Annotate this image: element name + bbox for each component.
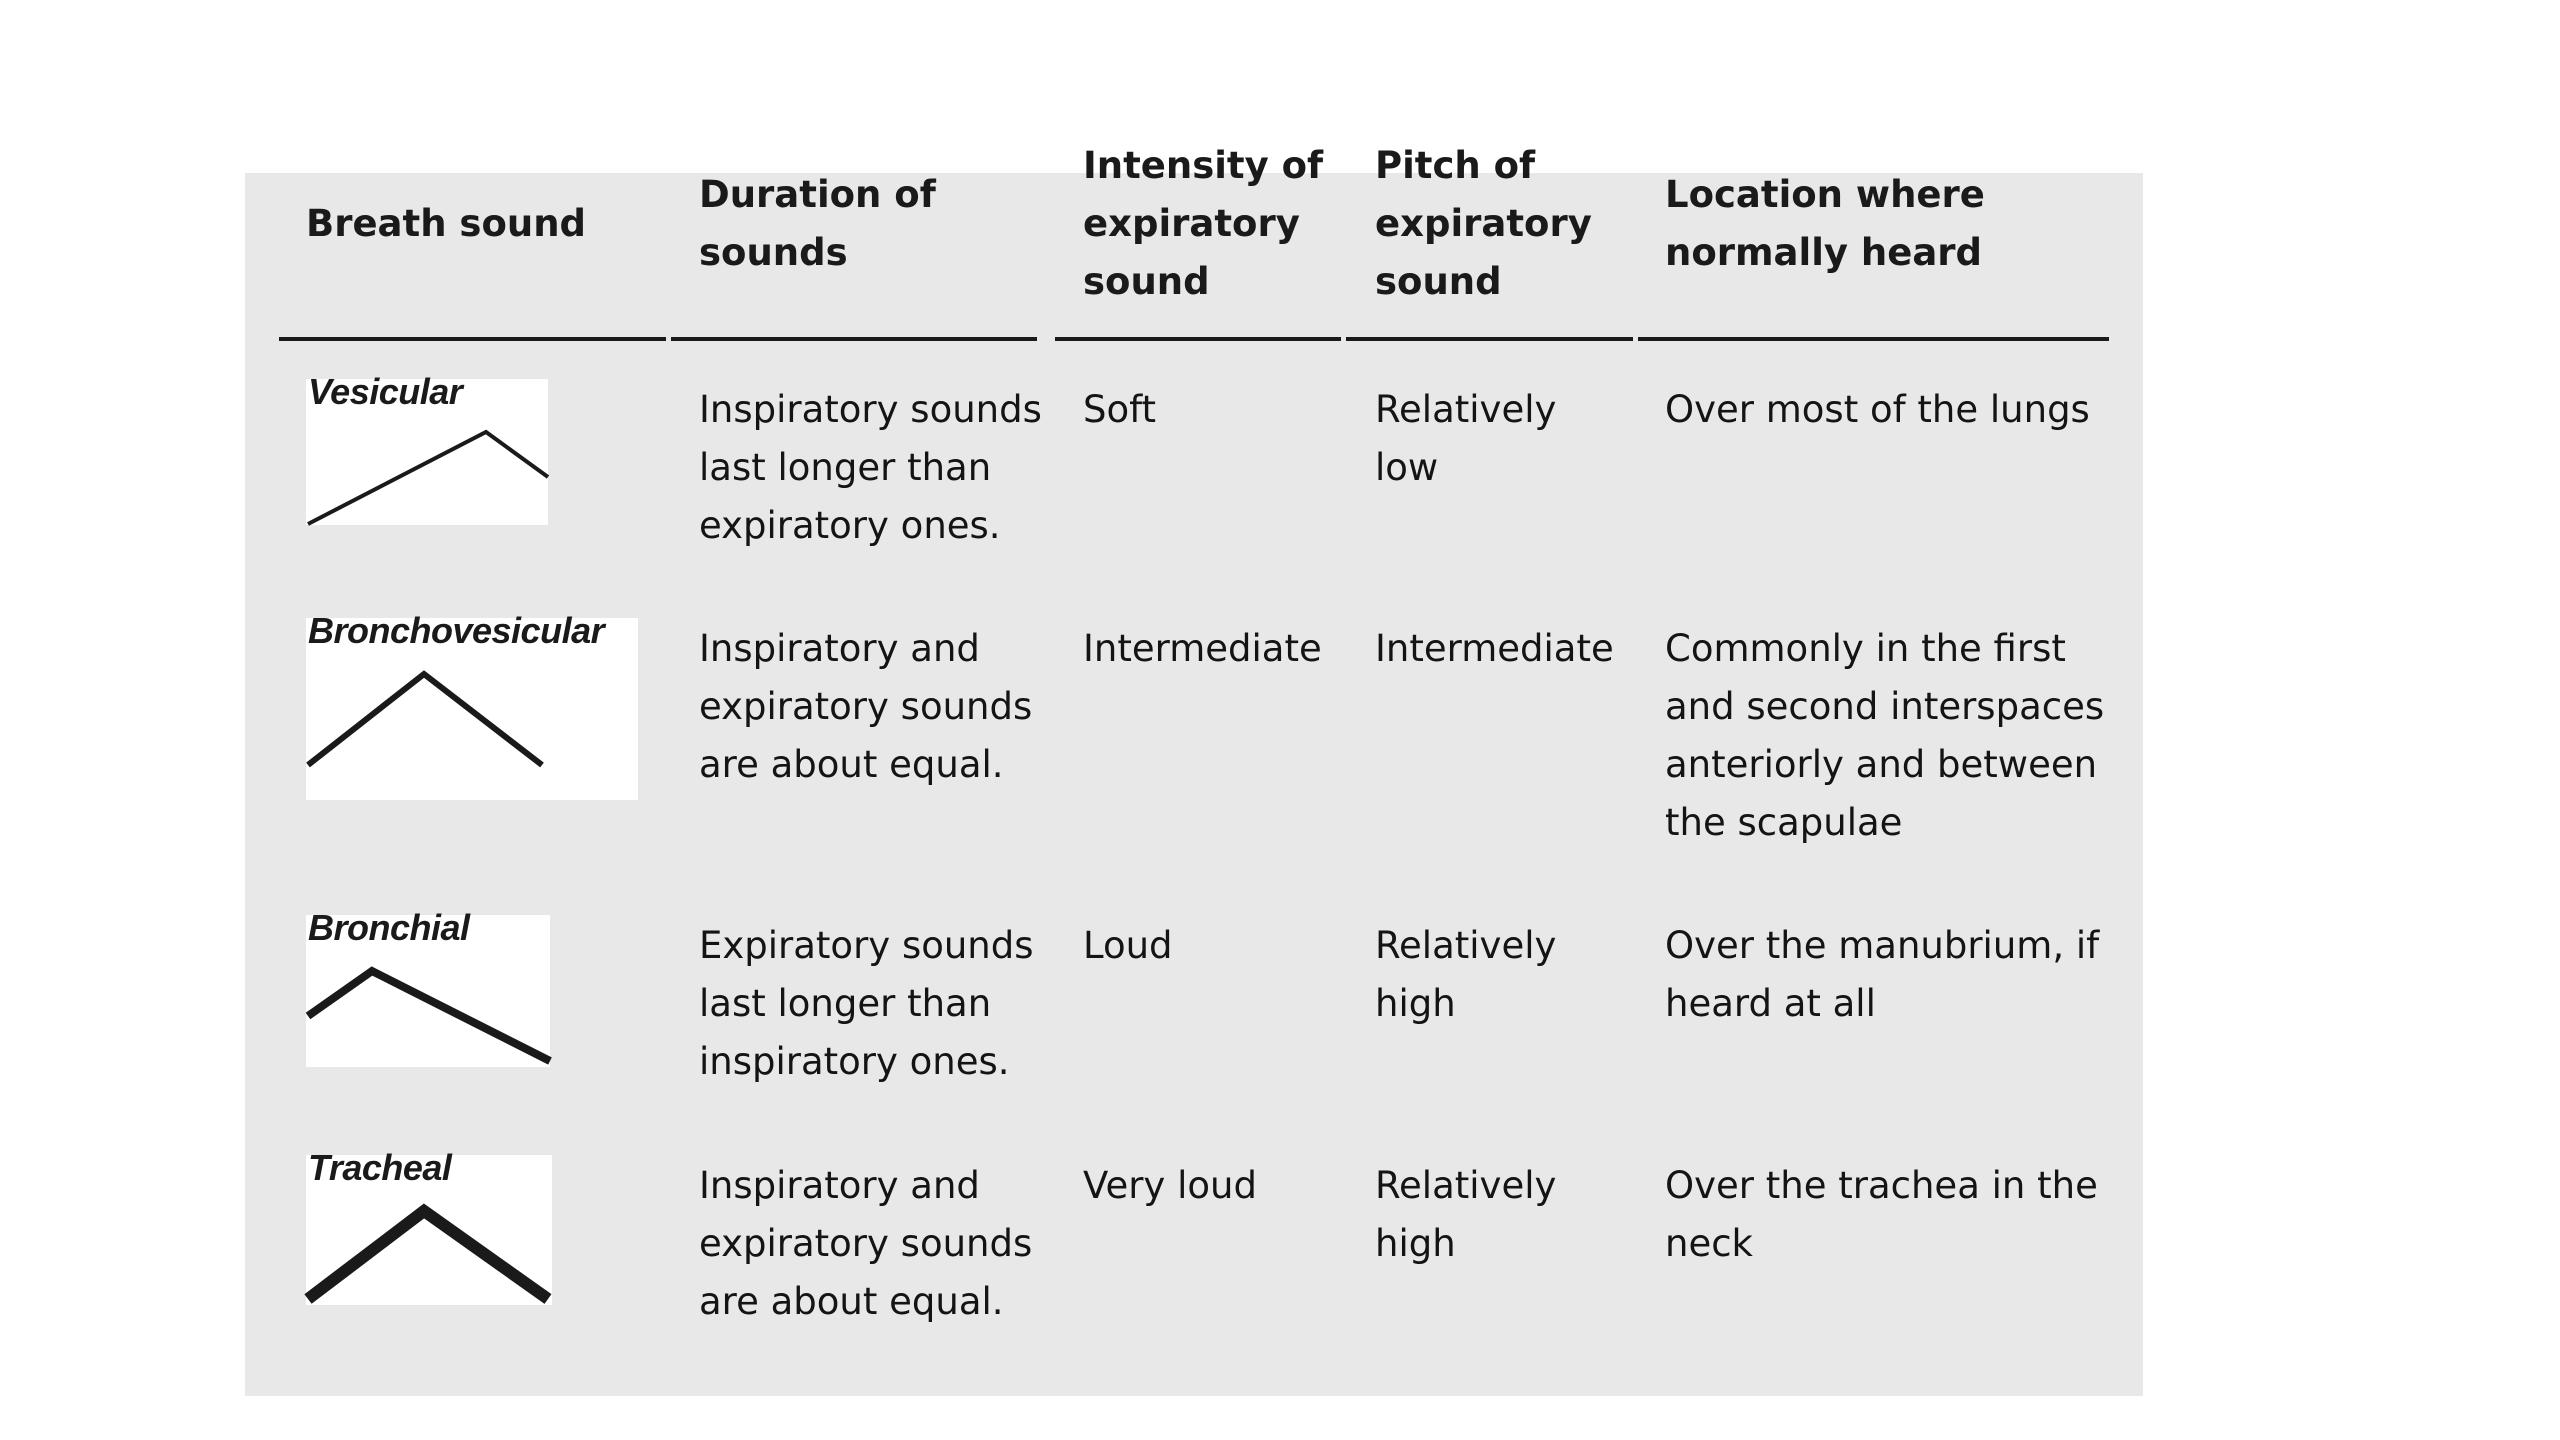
sound-name-label: Tracheal: [308, 1147, 452, 1188]
header-rule: [1638, 337, 2109, 341]
row-bronchial-duration: Expiratory sounds last longer than inspiratory ones.: [699, 924, 1034, 1083]
row-tracheal-pitch: Relatively high: [1375, 1164, 1557, 1265]
row-bronchovesicular-intensity: Intermediate: [1083, 627, 1322, 670]
row-bronchial-pitch: Relatively high: [1375, 924, 1557, 1025]
header-rule: [1055, 337, 1341, 341]
bronchial-waveform-icon: [306, 915, 550, 1067]
sound-name-label: Vesicular: [308, 371, 463, 412]
header-rule: [671, 337, 1037, 341]
tracheal-waveform-image: [306, 1147, 552, 1305]
header-rule: [279, 337, 666, 341]
sound-name-label: Bronchovesicular: [308, 610, 605, 651]
bronchovesicular-waveform-icon: [306, 618, 638, 800]
header-duration: Duration of sounds: [699, 173, 936, 274]
header-intensity: Intensity of expiratory sound: [1083, 144, 1324, 303]
row-vesicular-location: Over most of the lungs: [1665, 388, 2090, 431]
row-tracheal-location: Over the trachea in the neck: [1665, 1164, 2098, 1265]
sound-name-label: Bronchial: [308, 907, 470, 948]
row-vesicular-intensity: Soft: [1083, 388, 1157, 431]
row-tracheal-duration: Inspiratory and expiratory sounds are about equal.: [699, 1164, 1033, 1323]
row-bronchial-intensity: Loud: [1083, 924, 1173, 967]
bronchial-waveform-image: [306, 907, 550, 1067]
row-vesicular-duration: Inspiratory sounds last longer than expiratory ones.: [699, 388, 1042, 547]
tracheal-waveform-icon: [306, 1155, 552, 1305]
breath-sounds-table: [245, 144, 2143, 1396]
header-rule: [1346, 337, 1633, 341]
row-bronchovesicular-location: Commonly in the first and second interspaces anteriorly and between the scapulae: [1665, 627, 2105, 844]
row-bronchovesicular-duration: Inspiratory and expiratory sounds are about equal.: [699, 627, 1033, 786]
vesicular-waveform-image: [306, 371, 548, 525]
vesicular-waveform-icon: [306, 379, 548, 525]
header-breath-sound: Breath sound: [306, 202, 587, 245]
row-bronchial-location: Over the manubrium, if heard at all: [1665, 924, 2100, 1025]
header-pitch: Pitch of expiratory sound: [1375, 144, 1592, 303]
header-location: Location where normally heard: [1665, 173, 1985, 274]
bronchovesicular-waveform-image: [306, 610, 638, 800]
row-vesicular-pitch: Relatively low: [1375, 388, 1557, 489]
row-bronchovesicular-pitch: Intermediate: [1375, 627, 1614, 670]
row-tracheal-intensity: Very loud: [1083, 1164, 1257, 1207]
